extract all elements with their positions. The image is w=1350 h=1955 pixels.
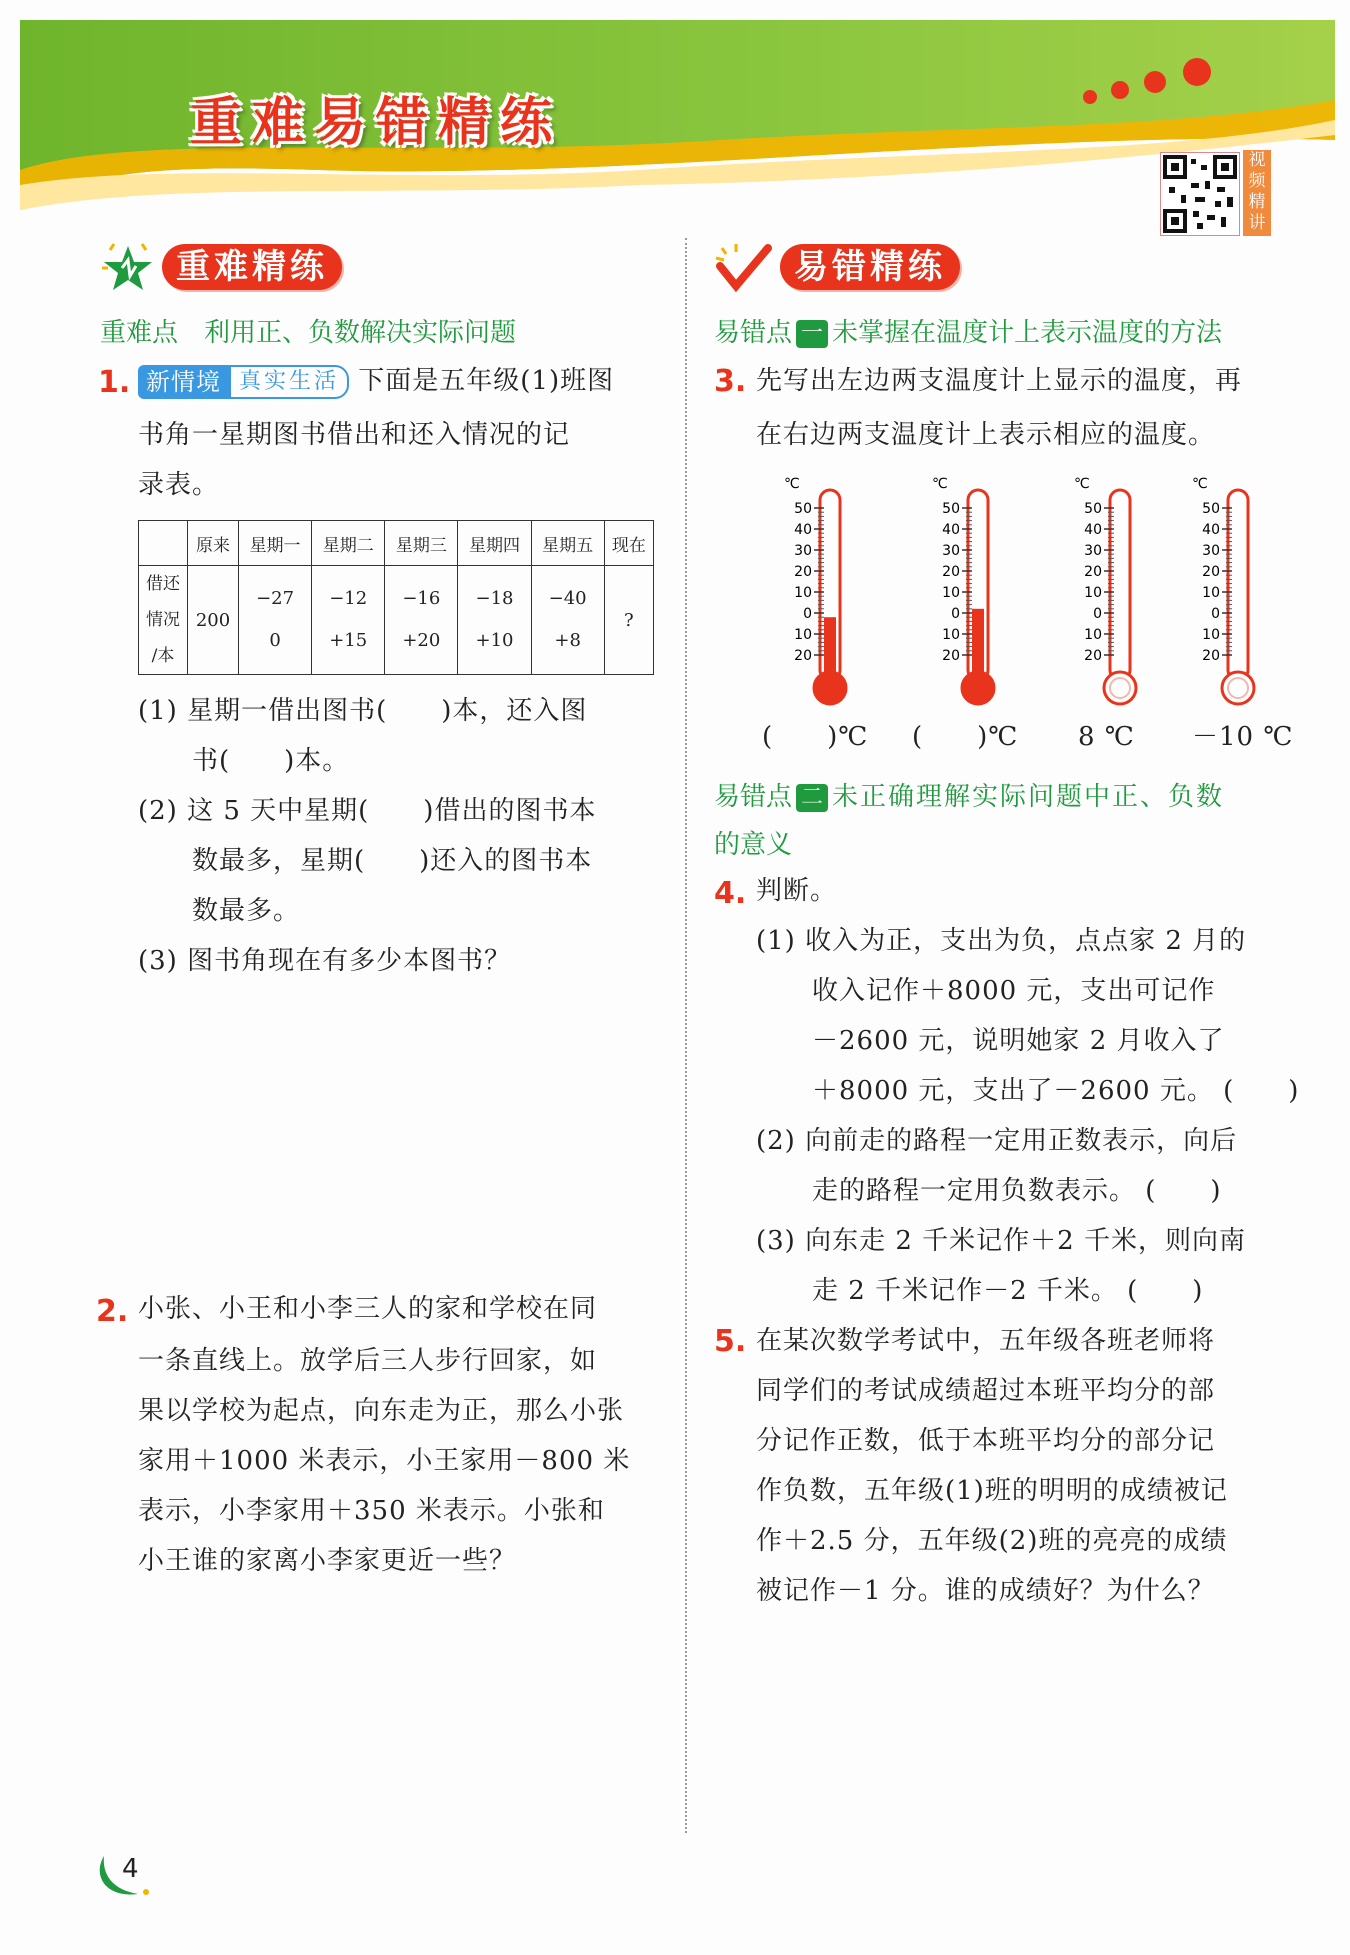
q1-sub2b: 数最多，星期( )还入的图书本 — [192, 846, 593, 876]
scale-label: 0 — [1211, 606, 1220, 622]
cell-lent: −16 — [402, 588, 441, 609]
left-section-header — [100, 240, 360, 296]
table-cell — [312, 566, 385, 675]
cell-returned: +15 — [329, 630, 368, 651]
table-cell — [458, 566, 531, 675]
table-cell-original: 200 — [188, 566, 239, 675]
thermometer-unit: ℃ — [1074, 476, 1090, 492]
q1-line1 — [138, 356, 668, 406]
q5-line: 作负数，五年级(1)班的明明的成绩被记 — [756, 1476, 1228, 1506]
q5-number: 5. — [714, 1324, 747, 1359]
tag-real-life: 真实生活 — [229, 365, 349, 399]
thermometer-unit: ℃ — [1192, 476, 1208, 492]
scale-label: 20 — [794, 648, 812, 664]
scale-label: 40 — [1202, 522, 1220, 538]
row-label-1: 借还 — [146, 574, 180, 594]
scale-label: 20 — [1084, 648, 1102, 664]
cell-returned: 0 — [269, 630, 281, 651]
row-label-3: /本 — [151, 646, 175, 666]
column-divider — [685, 238, 687, 1833]
page-title: 重难易错精练 — [190, 93, 563, 153]
q4-number: 4. — [714, 876, 747, 911]
q1-sub1b: 书( )本。 — [192, 746, 350, 776]
page-number-badge — [94, 1850, 154, 1900]
left-keypoint: 重难点 利用正、负数解决实际问题 — [100, 318, 517, 348]
q5-line: 同学们的考试成绩超过本班平均分的部 — [756, 1376, 1216, 1406]
right-section-title: 易错精练 — [780, 244, 960, 290]
q4-item: 收入记作＋8000 元，支出可记作 — [812, 976, 1216, 1006]
q1-line3: 录表。 — [138, 470, 220, 500]
table-row-label — [139, 566, 188, 675]
dot-4 — [1183, 58, 1211, 86]
scale-label: 40 — [794, 522, 812, 538]
qr-label: 视频精讲 — [1243, 150, 1271, 236]
scale-label: 10 — [1084, 585, 1102, 601]
mercury-column — [972, 609, 984, 688]
thermometer-bulb-inner — [1110, 678, 1130, 698]
tag-new-context: 新情境 — [138, 365, 229, 399]
scale-label: 50 — [942, 501, 960, 517]
q4-item: (3) 向东走 2 千米记作＋2 千米，则向南 — [756, 1226, 1246, 1256]
scale-label: 50 — [794, 501, 812, 517]
dot-1 — [1083, 90, 1097, 104]
q2-line: 家用＋1000 米表示，小王家用－800 米 — [138, 1446, 631, 1476]
q1-sub2c: 数最多。 — [192, 896, 301, 926]
table-header: 星期五 — [531, 521, 604, 566]
thermometer-tube — [1110, 490, 1130, 680]
qr-code-icon — [1161, 153, 1239, 235]
scale-label: 30 — [942, 543, 960, 559]
q4-item: (2) 向前走的路程一定用正数表示，向后 — [756, 1126, 1238, 1156]
cell-returned: +10 — [475, 630, 514, 651]
q4-title: 判断。 — [756, 876, 838, 906]
q3-number: 3. — [714, 364, 747, 399]
scale-label: 0 — [803, 606, 812, 622]
right-section-header — [714, 240, 984, 296]
right-point2 — [714, 776, 1224, 813]
thermometer-3 — [1060, 470, 1160, 710]
q5-line: 被记作－1 分。谁的成绩好？为什么？ — [756, 1576, 1215, 1606]
q4-item: ＋8000 元，支出了－2600 元。 ( ) — [812, 1076, 1300, 1106]
q2-line: 一条直线上。放学后三人步行回家，如 — [138, 1346, 598, 1376]
scale-label: 10 — [1084, 627, 1102, 643]
left-section-title: 重难精练 — [162, 244, 342, 290]
scale-label: 50 — [1202, 501, 1220, 517]
scale-label: 40 — [942, 522, 960, 538]
page-number: 4 — [122, 1854, 139, 1884]
thermometer-4 — [1178, 470, 1278, 710]
table-header: 星期二 — [312, 521, 385, 566]
thermometer-2 — [918, 470, 1018, 710]
table-header-row — [139, 521, 654, 566]
scale-label: 20 — [942, 564, 960, 580]
qr-code[interactable] — [1160, 152, 1240, 236]
dot-2 — [1111, 81, 1129, 99]
q2-line: 小张、小王和小李三人的家和学校在同 — [138, 1294, 598, 1324]
scale-label: 0 — [951, 606, 960, 622]
table-cell-now: ? — [604, 566, 653, 675]
thermometer-1 — [770, 470, 870, 710]
answer-given-3: 8 ℃ — [1078, 722, 1135, 752]
scale-label: 50 — [1084, 501, 1102, 517]
q1-number: 1. — [98, 365, 131, 400]
answer-blank-2[interactable]: ( )℃ — [912, 722, 1019, 752]
scale-label: 30 — [1202, 543, 1220, 559]
cell-returned: +8 — [554, 630, 581, 651]
cell-returned: +20 — [402, 630, 441, 651]
q1-line2: 书角一星期图书借出和还入情况的记 — [138, 420, 571, 450]
table-header: 星期一 — [239, 521, 312, 566]
scale-label: 20 — [942, 648, 960, 664]
cell-lent: −40 — [548, 588, 587, 609]
scale-label: 10 — [794, 627, 812, 643]
q5-line: 分记作正数，低于本班平均分的部分记 — [756, 1426, 1216, 1456]
q5-line: 作＋2.5 分，五年级(2)班的亮亮的成绩 — [756, 1526, 1228, 1556]
table-header: 星期三 — [385, 521, 458, 566]
q3-line1: 先写出左边两支温度计上显示的温度，再 — [756, 366, 1243, 396]
thermometer-unit: ℃ — [784, 476, 800, 492]
scale-label: 30 — [1084, 543, 1102, 559]
table-cell — [385, 566, 458, 675]
cell-lent: −18 — [475, 588, 514, 609]
table-header: 现在 — [604, 521, 653, 566]
scale-label: 10 — [1202, 627, 1220, 643]
table-cell — [531, 566, 604, 675]
q4-item: 走的路程一定用负数表示。 ( ) — [812, 1176, 1222, 1206]
point1-text: 未掌握在温度计上表示温度的方法 — [832, 318, 1223, 348]
scale-label: 10 — [794, 585, 812, 601]
q1-sub1a: (1) 星期一借出图书( )本，还入图 — [138, 696, 588, 726]
q1-sub2a: (2) 这 5 天中星期( )借出的图书本 — [138, 796, 597, 826]
cell-lent: −27 — [256, 588, 295, 609]
answer-given-4: －10 ℃ — [1192, 722, 1294, 752]
dot-3 — [1144, 71, 1166, 93]
q4-item: －2600 元，说明她家 2 月收入了 — [812, 1026, 1225, 1056]
scale-label: 10 — [942, 627, 960, 643]
scale-label: 20 — [1084, 564, 1102, 580]
q2-line: 表示，小李家用＋350 米表示。小张和 — [138, 1496, 605, 1526]
q2-line: 小王谁的家离小李家更近一些？ — [138, 1546, 517, 1576]
q1-sub3: (3) 图书角现在有多少本图书？ — [138, 946, 512, 976]
answer-blank-1[interactable]: ( )℃ — [762, 722, 869, 752]
row-label-2: 情况 — [146, 610, 180, 630]
scale-label: 20 — [794, 564, 812, 580]
q1-line1-text: 下面是五年级(1)班图 — [358, 366, 615, 396]
q2-line: 果以学校为起点，向东走为正，那么小张 — [138, 1396, 625, 1426]
table-row — [139, 566, 654, 675]
point2-text: 未正确理解实际问题中正、负数 — [832, 782, 1225, 812]
q5-line: 在某次数学考试中，五年级各班老师将 — [756, 1326, 1216, 1356]
point1-prefix: 易错点 — [714, 318, 793, 348]
q2-number: 2. — [96, 1294, 129, 1329]
right-point1 — [714, 312, 1222, 349]
q3-line2: 在右边两支温度计上表示相应的温度。 — [756, 420, 1216, 450]
scale-label: 20 — [1202, 648, 1220, 664]
point2-number-badge: 二 — [796, 784, 828, 812]
table-header: 原来 — [188, 521, 239, 566]
mercury-column — [824, 617, 836, 688]
scale-label: 30 — [794, 543, 812, 559]
scale-label: 0 — [1093, 606, 1102, 622]
table-corner — [139, 521, 188, 566]
scale-label: 10 — [942, 585, 960, 601]
scale-label: 10 — [1202, 585, 1220, 601]
record-table — [138, 520, 654, 675]
table-cell — [239, 566, 312, 675]
point1-number-badge: 一 — [796, 320, 828, 348]
cell-lent: −12 — [329, 588, 368, 609]
table-header: 星期四 — [458, 521, 531, 566]
q4-item: 走 2 千米记作－2 千米。 ( ) — [812, 1276, 1204, 1306]
point2-prefix: 易错点 — [714, 782, 793, 812]
right-point2-line2: 的意义 — [714, 830, 793, 860]
star-icon — [100, 242, 156, 294]
scale-label: 40 — [1084, 522, 1102, 538]
scale-label: 20 — [1202, 564, 1220, 580]
checkmark-icon — [714, 242, 774, 294]
thermometer-bulb-inner — [1228, 678, 1248, 698]
q4-item: (1) 收入为正，支出为负，点点家 2 月的 — [756, 926, 1247, 956]
thermometer-unit: ℃ — [932, 476, 948, 492]
thermometer-tube — [1228, 490, 1248, 680]
